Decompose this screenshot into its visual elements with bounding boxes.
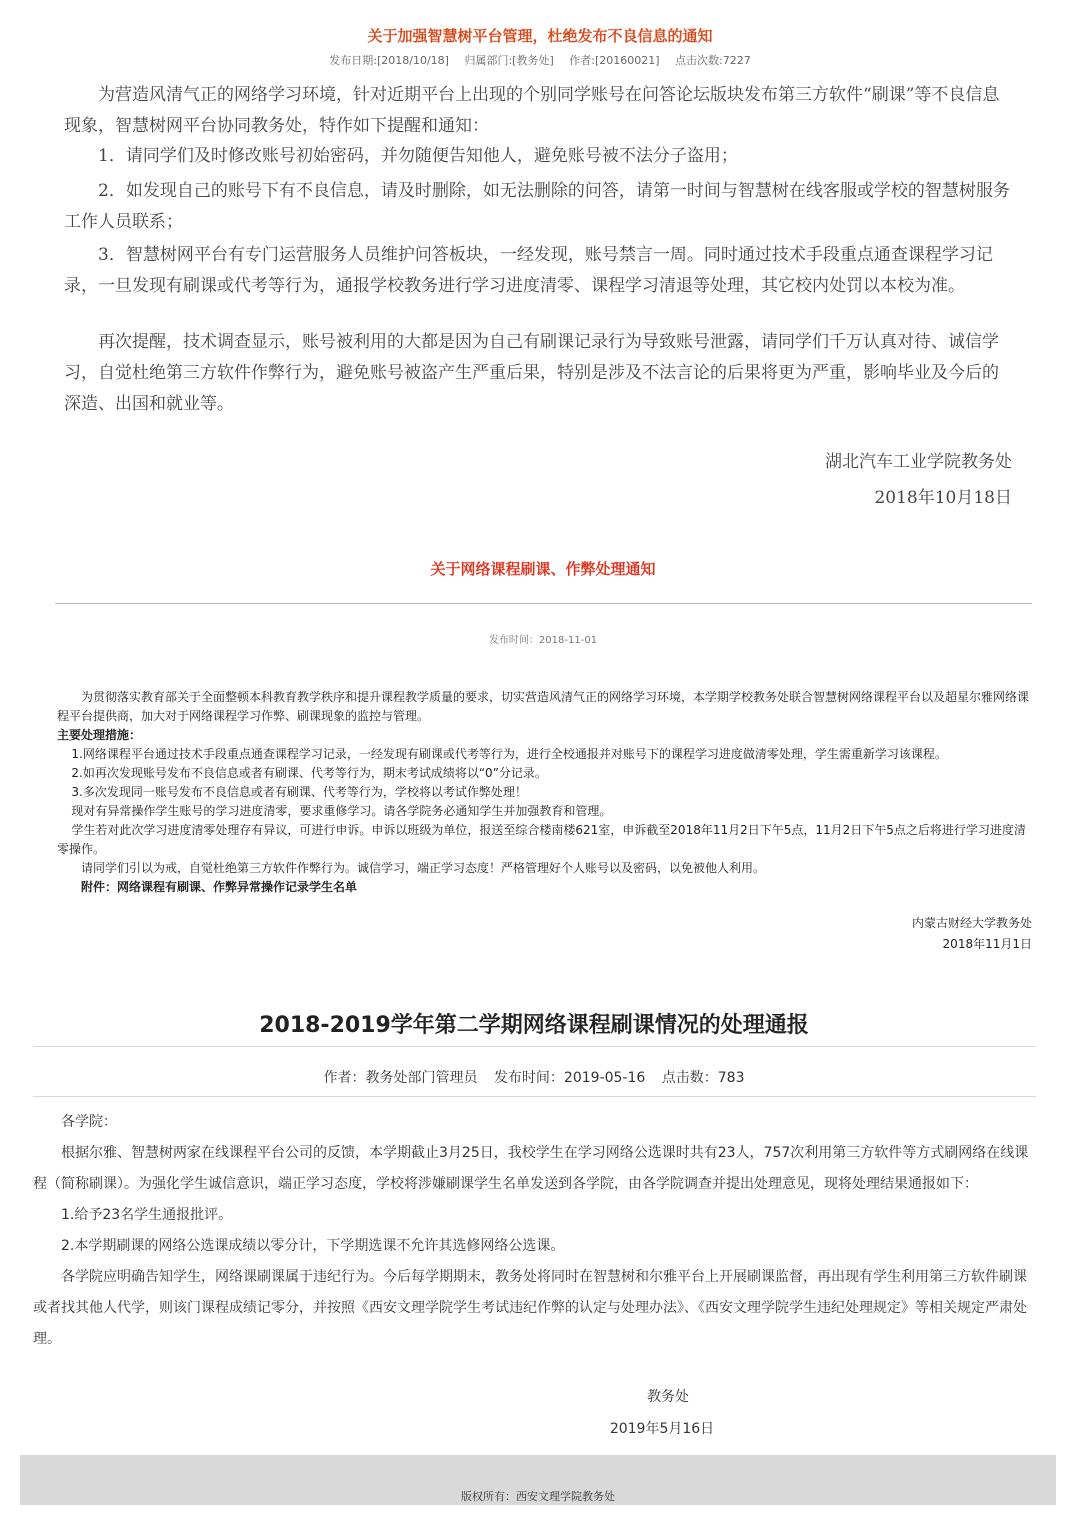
notice2-warning-line: 请同学们引以为戒，自觉杜绝第三方软件作弊行为。诚信学习，端正学习态度！严格管理好个人账号以及密码，以免被他人利用。 <box>81 861 766 875</box>
notice3-sign-date: 2019年5月16日 <box>609 1421 715 1437</box>
notice2-sign-date: 2018年11月1日 <box>942 937 1032 951</box>
notice3-body <box>33 1107 1038 1355</box>
notice2-reset-line: 现对有异常操作学生账号的学习进度清零，要求重修学习。请各学院务必通知学生并加强教育和管理。 <box>71 804 612 818</box>
notice3-paragraph: 2.本学期刷课的网络公选课成绩以零分计，下学期选课不允许其选修网络公选课。 <box>61 1238 565 1254</box>
notice2-measure: 2.如再次发现账号发布不良信息或者有刷课、代考等行为，期末考试成绩将以“0”分记录。 <box>71 766 547 780</box>
notice3-divider <box>33 1046 1036 1047</box>
notice3-signature: 教务处 <box>647 1389 689 1405</box>
notice1-signature: 湖北汽车工业学院教务处 <box>825 452 1012 472</box>
notice3-meta <box>0 1067 1068 1087</box>
notice1-paragraph: 为营造风清气正的网络学习环境，针对近期平台上出现的个别同学账号在问答论坛版块发布第三方软件“刷课”等不良信息现象，智慧树网平台协同教务处，特作如下提醒和通知： <box>64 85 1000 136</box>
notice1-author: 作者:[20160021] <box>569 54 660 67</box>
notice1-hits: 点击次数:7227 <box>675 54 751 67</box>
notice3-paragraph: 1.给予23名学生通报批评。 <box>61 1207 233 1223</box>
notice3-greeting: 各学院： <box>61 1114 117 1130</box>
notice1-sign-date: 2018年10月18日 <box>874 488 1012 508</box>
notice2-body <box>57 688 1032 897</box>
notice2-intro: 为贯彻落实教育部关于全面整顿本科教育教学秩序和提升课程教学质量的要求，切实营造风清气正的网络学习环境，本学期学校教务处联合智慧树网络课程平台以及超星尔雅网络课程平台提供商，加大对于网络课程学习作弊、刷课现象的监控与管理。 <box>57 690 1030 723</box>
notice3-title: 2018-2019学年第二学期网络课程刷课情况的处理通报 <box>259 1013 809 1038</box>
notice1-department: 归属部门:[教务处] <box>464 54 554 67</box>
notice2-title: 关于网络课程刷课、作弊处理通知 <box>430 560 656 578</box>
notice3-divider <box>33 1096 1036 1097</box>
notice2-measure: 1.网络课程平台通过技术手段重点通查课程学习记录，一经发现有刷课或代考等行为，进行全校通报并对账号下的课程学习进度做清零处理，学生需重新学习该课程。 <box>71 747 947 761</box>
notice3-paragraph: 根据尔雅、智慧树两家在线课程平台公司的反馈，本学期截止3月25日，我校学生在学习网络公选课时共有23人，757次利用第三方软件等方式刷网络在线课程（简称刷课）。为强化学生诚信意识，端正学习态度，学校将涉嫌刷课学生名单发送到各学院，由各学院调查并提出处理意见，现将处理结果通报如下： <box>33 1145 1029 1192</box>
notice1-paragraph: 1．请同学们及时修改账号初始密码，并勿随便告知他人，避免账号被不法分子盗用； <box>98 146 738 166</box>
notice2-attachment-link[interactable]: 附件：网络课程有刷课、作弊异常操作记录学生名单 <box>81 880 358 894</box>
notice2-measure: 3.多次发现同一账号发布不良信息或者有刷课、代考等行为，学校将以考试作弊处理！ <box>71 785 527 799</box>
notice3-hits: 点击数：783 <box>661 1070 745 1086</box>
footer-copyright: 版权所有：西安文理学院教务处 <box>461 1490 615 1503</box>
notice1-paragraph: 2．如发现自己的账号下有不良信息，请及时删除，如无法删除的问答，请第一时间与智慧树在线客服或学校的智慧树服务工作人员联系； <box>64 181 1010 232</box>
notice2-measures-heading: 主要处理措施： <box>57 728 142 742</box>
notice1-paragraph: 再次提醒，技术调查显示，账号被利用的大都是因为自己有刷课记录行为导致账号泄露，请同学们千万认真对待、诚信学习，自觉杜绝第三方软件作弊行为，避免账号被盗产生严重后果，特别是涉及不法言论的后果将更为严重，影响毕业及今后的深造、出国和就业等。 <box>64 332 999 414</box>
notice2-publish-time: 发布时间：2018-11-01 <box>488 635 598 646</box>
notice2-signature: 内蒙古财经大学教务处 <box>911 916 1032 930</box>
notice3-paragraph: 各学院应明确告知学生，网络课刷课属于违纪行为。今后每学期期末，教务处将同时在智慧树和尔雅平台上开展刷课监督，再出现有学生利用第三方软件刷课或者找其他人代学，则该门课程成绩记零分，并按照《西安文理学院学生考试违纪作弊的认定与处理办法》、《西安文理学院学生违纪处理规定》等相关规定严肃处理。 <box>33 1269 1027 1347</box>
notice1-paragraph: 3．智慧树网平台有专门运营服务人员维护问答板块，一经发现，账号禁言一周。同时通过技术手段重点通查课程学习记录，一旦发现有刷课或代考等行为，通报学校教务进行学习进度清零、课程学习清退等处理，其它校内处罚以本校为准。 <box>64 245 993 296</box>
notice1-meta <box>0 52 1080 68</box>
notice3-author: 作者：教务处部门管理员 <box>323 1070 478 1086</box>
notice1-date: 发布日期:[2018/10/18] <box>329 54 449 67</box>
notice2-divider <box>55 603 1032 604</box>
notice1-title: 关于加强智慧树平台管理，杜绝发布不良信息的通知 <box>367 27 713 45</box>
notice3-publish-time: 发布时间：2019-05-16 <box>493 1070 646 1086</box>
notice2-appeal-line: 学生若对此次学习进度清零处理存有异议，可进行申诉。申诉以班级为单位，报送至综合楼南楼621室，申诉截至2018年11月2日下午5点，11月2日下午5点之后将进行学习进度清零操作。 <box>57 823 1026 856</box>
